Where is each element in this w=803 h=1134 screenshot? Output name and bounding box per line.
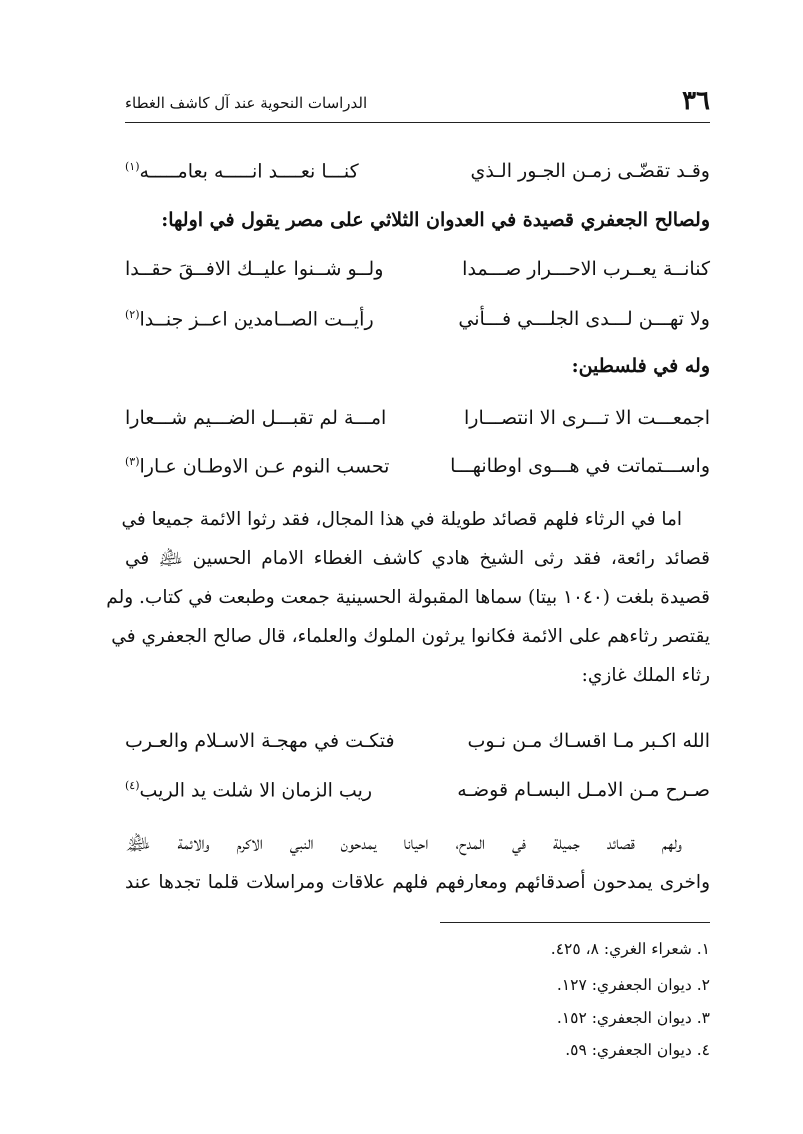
verse-first-hemistich: ولا تهـــن لـــدى الجلـــي فـــأني — [458, 308, 710, 330]
verse-line — [125, 258, 710, 294]
verse-line — [125, 308, 710, 344]
body-paragraph — [106, 500, 710, 695]
footnote: ٤. ديوان الجعفري: ٥٩. — [565, 1041, 710, 1059]
section-heading-egypt: ولصالح الجعفري قصيدة في العدوان الثلاثي على مصر يقول في اولها: — [161, 209, 710, 231]
verse-second-hemistich: كنـــا نعــــد انـــــه بعامـــــه$^{(١)}$ — [125, 160, 359, 183]
verse-line — [125, 455, 710, 491]
paragraph-line: اما في الرثاء فلهم قصائد طويلة في هذا المجال، فقد رثوا الائمة جميعا في — [121, 509, 682, 530]
verse-line — [125, 730, 710, 766]
verse-first-hemistich: اجمعـــت الا تـــرى الا انتصـــارا — [464, 407, 710, 429]
body-paragraph — [125, 824, 710, 902]
paragraph-line: قصيدة بلغت (١٠٤٠ بيتا) سماها المقبولة الحسينية جمعت وطبعت في كتاب. ولم — [106, 587, 710, 608]
running-title: الدراسات النحوية عند آل كاشف الغطاء — [125, 94, 368, 112]
verse-second-hemistich: رأيــت الصــامدين اعــز جنــدا$^{(٢)}$ — [125, 308, 374, 331]
verse-first-hemistich: الله اكـبر مـا اقسـاك مـن نـوب — [467, 730, 710, 752]
verse-line — [125, 407, 710, 443]
paragraph-line: يقتصر رثاءهم على الائمة فكانوا يرثون الملوك والعلماء، قال صالح الجعفري في — [111, 626, 710, 647]
footnote-marker: (١) — [125, 160, 140, 173]
footnote: ١. شعراء الغري: ٨، ٤٢٥. — [550, 940, 710, 958]
verse-first-hemistich: كنانــة يعــرب الاحـــرار صـــمدا — [462, 258, 710, 280]
paragraph-line: رثاء الملك غازي: — [581, 665, 710, 686]
footnote-marker: (٣) — [125, 455, 140, 468]
footnote: ٢. ديوان الجعفري: ١٢٧. — [556, 976, 710, 994]
footnote: ٣. ديوان الجعفري: ١٥٢. — [556, 1009, 710, 1027]
paragraph-line: قصائد رائعة، فقد رثى الشيخ هادي كاشف الغطاء الامام الحسين ﵇ في — [125, 548, 710, 569]
section-heading-palestine: وله في فلسطين: — [571, 355, 710, 377]
paragraph-line: واخرى يمدحون أصدقائهم ومعارفهم فلهم علاقات ومراسلات قلما تجدها عند — [125, 872, 710, 893]
page-header — [125, 82, 710, 123]
verse-first-hemistich: واســـتماتت في هـــوى اوطانهـــا — [450, 455, 710, 477]
footnote-separator — [440, 922, 710, 923]
page-number: ٣٦ — [682, 86, 710, 116]
footnote-marker: (٢) — [125, 308, 140, 321]
footnote-marker: (٤) — [125, 779, 140, 792]
verse-second-hemistich: ريب الزمان الا شلت يد الريب$^{(٤)}$ — [125, 779, 373, 802]
verse-second-hemistich: امـــة لم تقبـــل الضـــيم شـــعارا — [125, 407, 387, 429]
verse-line — [125, 160, 710, 196]
verse-second-hemistich: ولــو شــنوا عليــك الافــقَ حقــدا — [125, 258, 384, 280]
verse-second-hemistich: تحسب النوم عـن الاوطـان عـارا$^{(٣)}$ — [125, 455, 390, 478]
paragraph-line: ولهم قصائد جميلة في المدح، احيانا يمدحون النبي الاكرم والائمة ﵈ — [125, 833, 682, 854]
verse-line — [125, 779, 710, 815]
verse-second-hemistich: فتكـت في مهجـة الاسـلام والعـرب — [125, 730, 395, 752]
verse-first-hemistich: وقـد تقضّـى زمـن الجـور الـذي — [470, 160, 710, 182]
verse-first-hemistich: صـرح مـن الامـل البسـام قوضـه — [457, 779, 710, 801]
